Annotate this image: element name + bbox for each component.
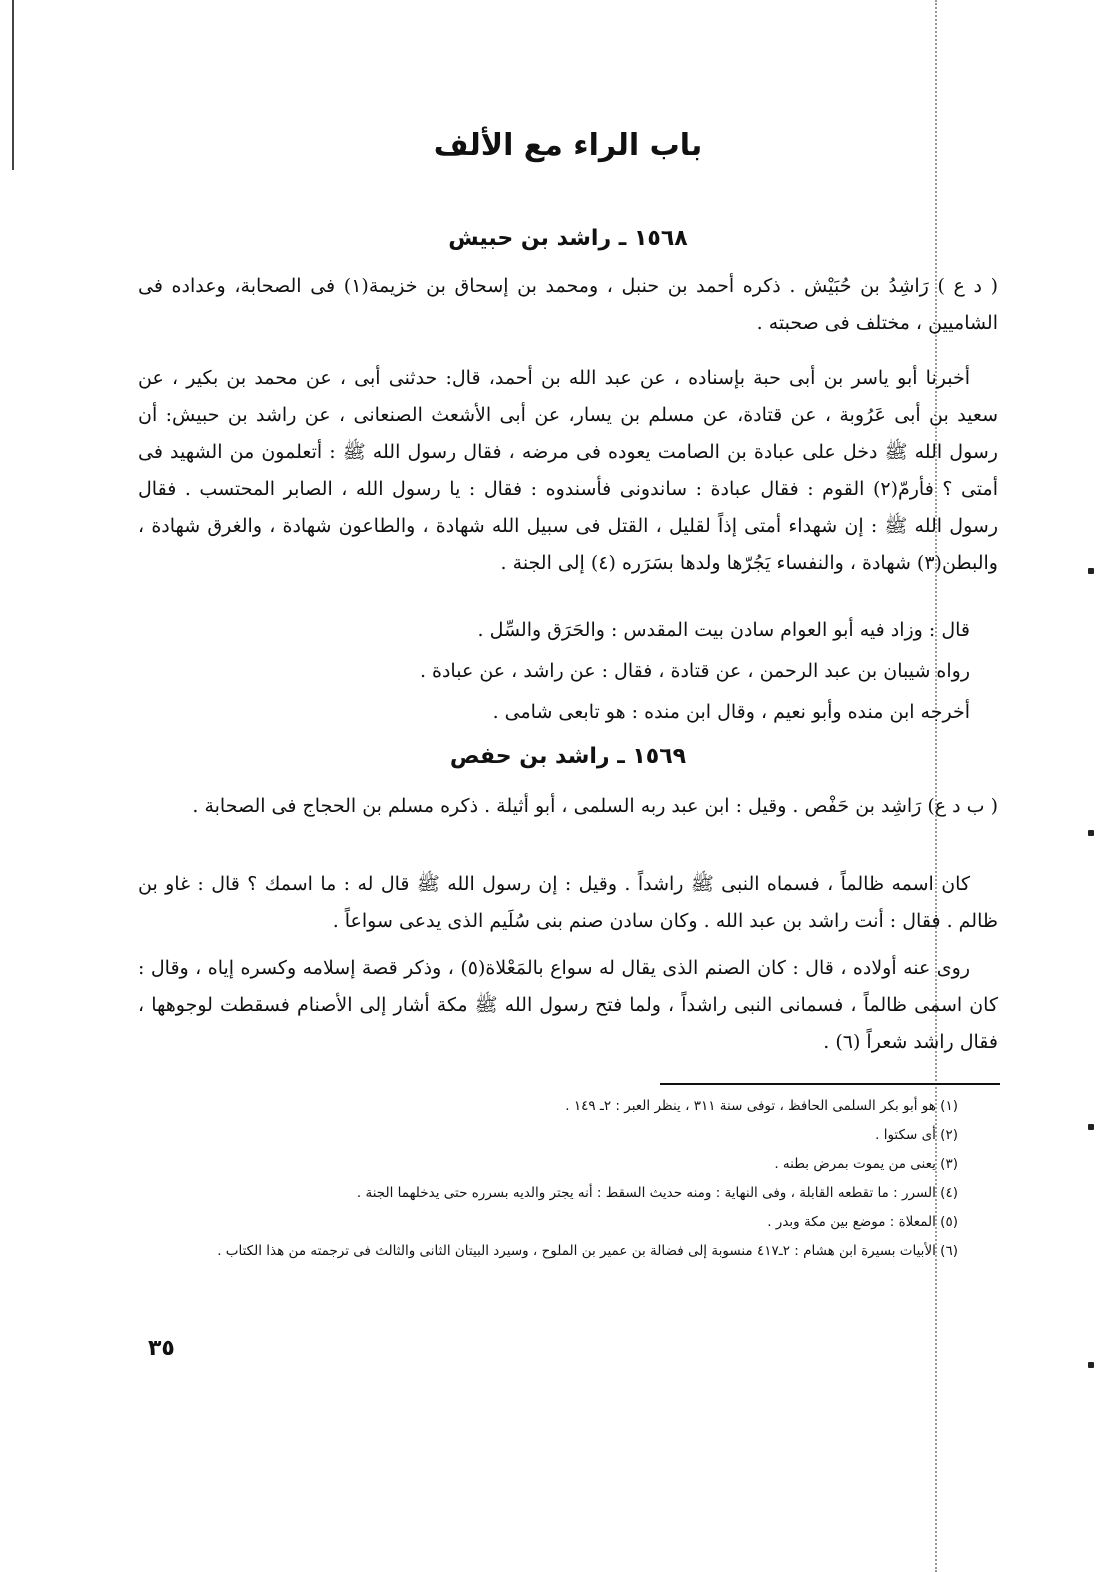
- paragraph: روى عنه أولاده ، قال : كان الصنم الذى يقال له سواع بالمَعْلاة(٥) ، وذكر قصة إسلامه وكسره إياه ، وقال : كان اسمى ظالماً ، فسمانى النبى راشداً ، ولما فتح رسول الله ﷺ مكة أشار إلى الأصنام فسقطت لوجوهها ، فقال راشد شعراً (٦) .: [138, 957, 998, 1053]
- scan-speck: [1088, 1124, 1094, 1130]
- paragraph: أخرجه ابن منده وأبو نعيم ، وقال ابن منده : هو تابعى شامى .: [492, 701, 970, 723]
- chapter-title: باب الراء مع الألف: [433, 128, 703, 163]
- paragraph: قال : وزاد فيه أبو العوام سادن بيت المقدس : والحَرَق والسِّل .: [477, 619, 970, 641]
- footnote: (١) هو أبو بكر السلمى الحافظ ، توفى سنة ٣١١ ، ينظر العبر : ٢ـ ١٤٩ .: [565, 1098, 958, 1114]
- paragraph: ( ب د ع) رَاشِد بن حَفْص . وقيل : ابن عبد ربه السلمى ، أبو أثيلة . ذكره مسلم بن الحجاج فى الصحابة .: [192, 795, 998, 817]
- footnote: (٢) أى سكتوا .: [875, 1127, 958, 1143]
- footnote: (٤) السرر : ما تقطعه القابلة ، وفى النهاية : ومنه حديث السقط : أنه يجتر والديه بسرره حتى يدخلهما الجنة .: [356, 1185, 958, 1201]
- scan-speck: [1088, 1362, 1094, 1368]
- entry-title: ١٥٦٨ ـ راشد بن حبيش: [448, 226, 688, 251]
- scan-edge-line: [12, 0, 14, 170]
- scan-speck: [1088, 830, 1094, 836]
- paragraph: ( د ع ) رَاشِدُ بن حُبَيْش . ذكره أحمد بن حنبل ، ومحمد بن إسحاق بن خزيمة(١) فى الصحابة، وعداده فى الشاميين ، مختلف فى صحبته .: [138, 275, 999, 334]
- page-number: ٣٥: [148, 1336, 175, 1361]
- paragraph: رواه شيبان بن عبد الرحمن ، عن قتادة ، فقال : عن راشد ، عن عبادة .: [419, 660, 970, 682]
- paragraph: كان اسمه ظالماً ، فسماه النبى ﷺ راشداً . وقيل : إن رسول الله ﷺ قال له : ما اسمك ؟ قال : غاو بن ظالم . فقال : أنت راشد بن عبد الله . وكان سادن صنم بنى سُلَيم الذى يدعى سواعاً .: [138, 873, 998, 932]
- scan-speck: [1088, 568, 1094, 574]
- footnote-separator: [660, 1083, 1000, 1085]
- footnote: (٦) الأبيات بسيرة ابن هشام : ٢ـ٤١٧ منسوبة إلى فضالة بن عمير بن الملوح ، وسيرد البيتان الثانى والثالث فى ترجمته من هذا الكتاب .: [217, 1243, 958, 1259]
- footnote: (٣) يعنى من يموت بمرض بطنه .: [774, 1156, 958, 1172]
- paragraph: أخبرنا أبو ياسر بن أبى حبة بإسناده ، عن عبد الله بن أحمد، قال: حدثنى أبى ، عن محمد بن بكير ، عن سعيد بن أبى عَرُوبة ، عن قتادة، عن مسلم بن يسار، عن أبى الأشعث الصنعانى ، عن راشد بن حبيش: أن رسول الله ﷺ دخل على عبادة بن الصامت يعوده فى مرضه ، فقال رسول الله ﷺ : أتعلمون من الشهيد فى أمتى ؟ فأرمّ(٢) القوم : فقال عبادة : ساندونى فأسندوه : فقال : يا رسول الله ، الصابر المحتسب . فقال رسول الله ﷺ : إن شهداء أمتى إذاً لقليل ، القتل فى سبيل الله شهادة ، والطاعون شهادة ، والغرق شهادة ، والبطن(٣) شهادة ، والنفساء يَجُرّها ولدها بسَرَره (٤) إلى الجنة .: [138, 367, 998, 574]
- footnote: (٥) المعلاة : موضع بين مكة وبدر .: [767, 1214, 958, 1230]
- entry-title: ١٥٦٩ ـ راشد بن حفص: [449, 744, 687, 769]
- footnotes: [138, 1092, 958, 1266]
